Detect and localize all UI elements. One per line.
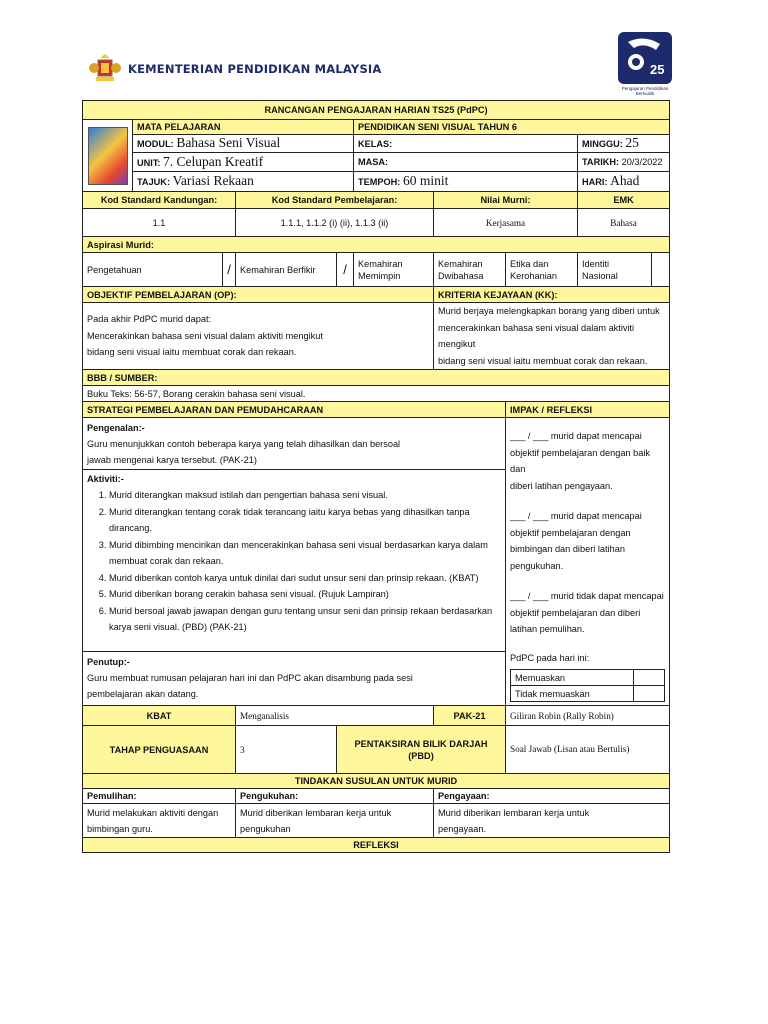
pengenalan-section (83, 418, 506, 470)
kriteria-line: bidang seni visual iaitu membuat corak dan rekaan. (438, 355, 648, 366)
impak-line: pengukuhan. (510, 560, 564, 571)
aspirasi-item-etika: Etika dan Kerohanian (506, 253, 578, 287)
aspirasi-mark-identiti (652, 253, 670, 287)
aktiviti-item: 4. Murid diberikan contoh karya untuk dinilai dari sudut unsur seni dan prinsip rekaan. (KBAT) (109, 570, 501, 587)
kelas-row (354, 135, 578, 153)
tajuk-label: TAJUK: (137, 177, 171, 187)
sk-label: Kod Standard Kandungan: (83, 192, 236, 209)
pemulihan-line: bimbingan guru. (87, 823, 153, 834)
impak-line: ___ / ___ murid tidak dapat mencapai (510, 591, 664, 601)
tajuk-value: Variasi Rekaan (172, 173, 254, 188)
objektif-text (83, 303, 434, 370)
pdpc-option-tidak-memuaskan: Tidak memuaskan (511, 686, 634, 702)
textbook-cover (83, 120, 133, 192)
nilai-label: Nilai Murni: (434, 192, 578, 209)
aktiviti-item: 5. Murid diberikan borang cerakin bahasa seni visual. (Rujuk Lampiran) (109, 586, 501, 603)
pak-label: PAK-21 (434, 706, 506, 726)
impak-line: objektif pembelajaran dan diberi (510, 607, 641, 618)
tarikh-value: 20/3/2022 (621, 157, 663, 167)
aktiviti-item: 1. Murid diterangkan maksud istilah dan pengertian bahasa seni visual. (109, 487, 501, 504)
sk-value: 1.1 (83, 209, 236, 237)
ministry-name: KEMENTERIAN PENDIDIKAN MALAYSIA (128, 62, 382, 76)
pbd-value: Soal Jawab (Lisan atau Bertulis) (506, 726, 670, 774)
objektif-line: bidang seni visual iaitu membuat corak dan rekaan. (87, 347, 297, 358)
aspirasi-item-pengetahuan: Pengetahuan (83, 253, 223, 287)
aspirasi-label: Aspirasi Murid: (83, 237, 670, 253)
bbb-label: BBB / SUMBER: (83, 370, 670, 386)
pengenalan-label: Pengenalan:- (87, 423, 145, 433)
unit-value: 7. Celupan Kreatif (163, 153, 264, 169)
minggu-row (578, 135, 670, 153)
pdpc-checkbox[interactable] (634, 686, 665, 702)
pdpc-options (510, 669, 665, 702)
penutup-label: Penutup:- (87, 657, 130, 667)
pak-value: Giliran Robin (Rally Robin) (506, 706, 670, 726)
ts25-logo-icon (616, 30, 674, 86)
objektif-label: OBJEKTIF PEMBELAJARAN (OP): (83, 287, 434, 303)
pengenalan-line: jawab mengenai karya tersebut. (PAK-21) (87, 455, 257, 465)
tempoh-value: 60 minit (402, 173, 449, 188)
impak-line: objektif pembelajaran dengan (510, 527, 631, 538)
impak-line: objektif pembelajaran dengan baik dan (510, 447, 650, 474)
kriteria-text (434, 303, 670, 370)
emk-label: EMK (578, 192, 670, 209)
impak-line: diberi latihan pengayaan. (510, 480, 613, 491)
page-title: RANCANGAN PENGAJARAN HARIAN TS25 (PdPC) (83, 101, 670, 120)
lesson-plan-table (82, 100, 670, 853)
pengukuhan-line: Murid diberikan lembaran kerja untuk (240, 807, 392, 818)
objektif-line: Pada akhir PdPC murid dapat: (87, 314, 212, 325)
impak-section (506, 418, 670, 706)
aktiviti-item: 2. Murid diterangkan tentang corak tidak terancang iaitu karya bebas yang dihasilkan tanpa dirancang. (109, 504, 501, 537)
penutup-section (83, 652, 506, 706)
sp-value: 1.1.1, 1.1.2 (i) (ii), 1.1.3 (ii) (236, 209, 434, 237)
tarikh-row (578, 153, 670, 172)
sp-label: Kod Standard Pembelajaran: (236, 192, 434, 209)
hari-value: Ahad (610, 173, 640, 188)
pengukuhan-label: Pengukuhan: (236, 789, 434, 804)
masa-row (354, 153, 578, 172)
tarikh-label: TARIKH: (582, 157, 620, 167)
impak-line: latihan pemulihan. (510, 624, 585, 634)
kbat-value: Menganalisis (236, 706, 434, 726)
pengenalan-line: Guru menunjukkan contoh beberapa karya yang telah dihasilkan dan bersoal (87, 439, 401, 449)
kriteria-label: KRITERIA KEJAYAAN (KK): (434, 287, 670, 303)
impak-line: ___ / ___ murid dapat mencapai (510, 511, 642, 521)
tempoh-row (354, 172, 578, 192)
pengukuhan-text (236, 804, 434, 838)
aktiviti-label: Aktiviti:- (87, 474, 124, 484)
pdpc-checkbox[interactable] (634, 670, 665, 686)
subject-value: PENDIDIKAN SENI VISUAL TAHUN 6 (354, 120, 670, 135)
tempoh-label: TEMPOH: (358, 177, 401, 187)
minggu-label: MINGGU: (582, 139, 623, 149)
masa-label: MASA: (358, 157, 389, 167)
hari-row (578, 172, 670, 192)
strategi-label: STRATEGI PEMBELAJARAN DAN PEMUDAHCARAAN (83, 402, 506, 418)
nilai-value: Kerjasama (434, 209, 578, 237)
aspirasi-mark-berfikir: / (337, 253, 354, 287)
unit-row (133, 153, 354, 172)
emk-value: Bahasa (578, 209, 670, 237)
svg-text:25: 25 (650, 62, 665, 77)
aspirasi-item-identiti: Identiti Nasional (578, 253, 652, 287)
pengayaan-label: Pengayaan: (434, 789, 670, 804)
penutup-line: pembelajaran akan datang. (87, 689, 199, 699)
aktiviti-item: 6. Murid bersoal jawab jawapan dengan guru tentang unsur seni dan prinsip rekaan berdasarkan karya seni visual. (PBD) (PAK-21) (109, 603, 501, 636)
subject-label: MATA PELAJARAN (133, 120, 354, 135)
pengayaan-text (434, 804, 670, 838)
impak-line: ___ / ___ murid dapat mencapai (510, 431, 642, 441)
pbd-label: PENTAKSIRAN BILIK DARJAH (PBD) (337, 726, 506, 774)
ts25-logo-caption: Pengajaran Pendidikan Berkualiti (621, 86, 669, 96)
pengayaan-line: pengayaan. (438, 823, 487, 834)
modul-label: MODUL: (137, 139, 174, 149)
pengayaan-line: Murid diberikan lembaran kerja untuk (438, 807, 590, 818)
aktiviti-item: 3. Murid dibimbing mencirikan dan mencerakinkan bahasa seni visual berdasarkan karya dalam membuat corak dan rekaan. (109, 537, 501, 570)
pemulihan-line: Murid melakukan aktiviti dengan (87, 807, 219, 818)
pemulihan-text (83, 804, 236, 838)
pdpc-option-memuaskan: Memuaskan (511, 670, 634, 686)
pdpc-label: PdPC pada hari ini: (510, 652, 590, 663)
aktiviti-list (87, 487, 501, 636)
pemulihan-label: Pemulihan: (83, 789, 236, 804)
kelas-label: KELAS: (358, 138, 393, 149)
refleksi-label: REFLEKSI (83, 838, 670, 853)
kriteria-line: mencerakinkan bahasa seni visual dalam aktiviti mengikut (438, 322, 635, 349)
susulan-label: TINDAKAN SUSULAN UNTUK MURID (83, 774, 670, 789)
ministry-header (88, 54, 382, 84)
aktiviti-section (83, 470, 506, 652)
aspirasi-item-memimpin: Kemahiran Memimpin (354, 253, 434, 287)
aspirasi-item-dwibahasa: Kemahiran Dwibahasa (434, 253, 506, 287)
pengukuhan-line: pengukuhan (240, 823, 291, 834)
tahap-label: TAHAP PENGUASAAN (83, 726, 236, 774)
hari-label: HARI: (582, 177, 608, 187)
minggu-value: 25 (625, 135, 639, 150)
modul-row (133, 135, 354, 153)
objektif-line: Mencerakinkan bahasa seni visual dalam aktiviti mengikut (87, 330, 323, 341)
kbat-label: KBAT (83, 706, 236, 726)
tahap-value: 3 (236, 726, 337, 774)
aspirasi-item-berfikir: Kemahiran Berfikir (236, 253, 337, 287)
modul-value: Bahasa Seni Visual (176, 135, 281, 150)
impak-line: bimbingan dan diberi latihan (510, 544, 625, 554)
malaysia-crest-icon (88, 54, 122, 84)
textbook-image (88, 127, 128, 185)
aspirasi-mark-pengetahuan: / (223, 253, 236, 287)
tajuk-row (133, 172, 354, 192)
penutup-line: Guru membuat rumusan pelajaran hari ini dan PdPC akan disambung pada sesi (87, 673, 413, 683)
unit-label: UNIT: (137, 157, 161, 168)
kriteria-line: Murid berjaya melengkapkan borang yang diberi untuk (438, 306, 660, 316)
impak-label: IMPAK / REFLEKSI (506, 402, 670, 418)
bbb-value: Buku Teks: 56-57, Borang cerakin bahasa seni visual. (83, 386, 670, 402)
